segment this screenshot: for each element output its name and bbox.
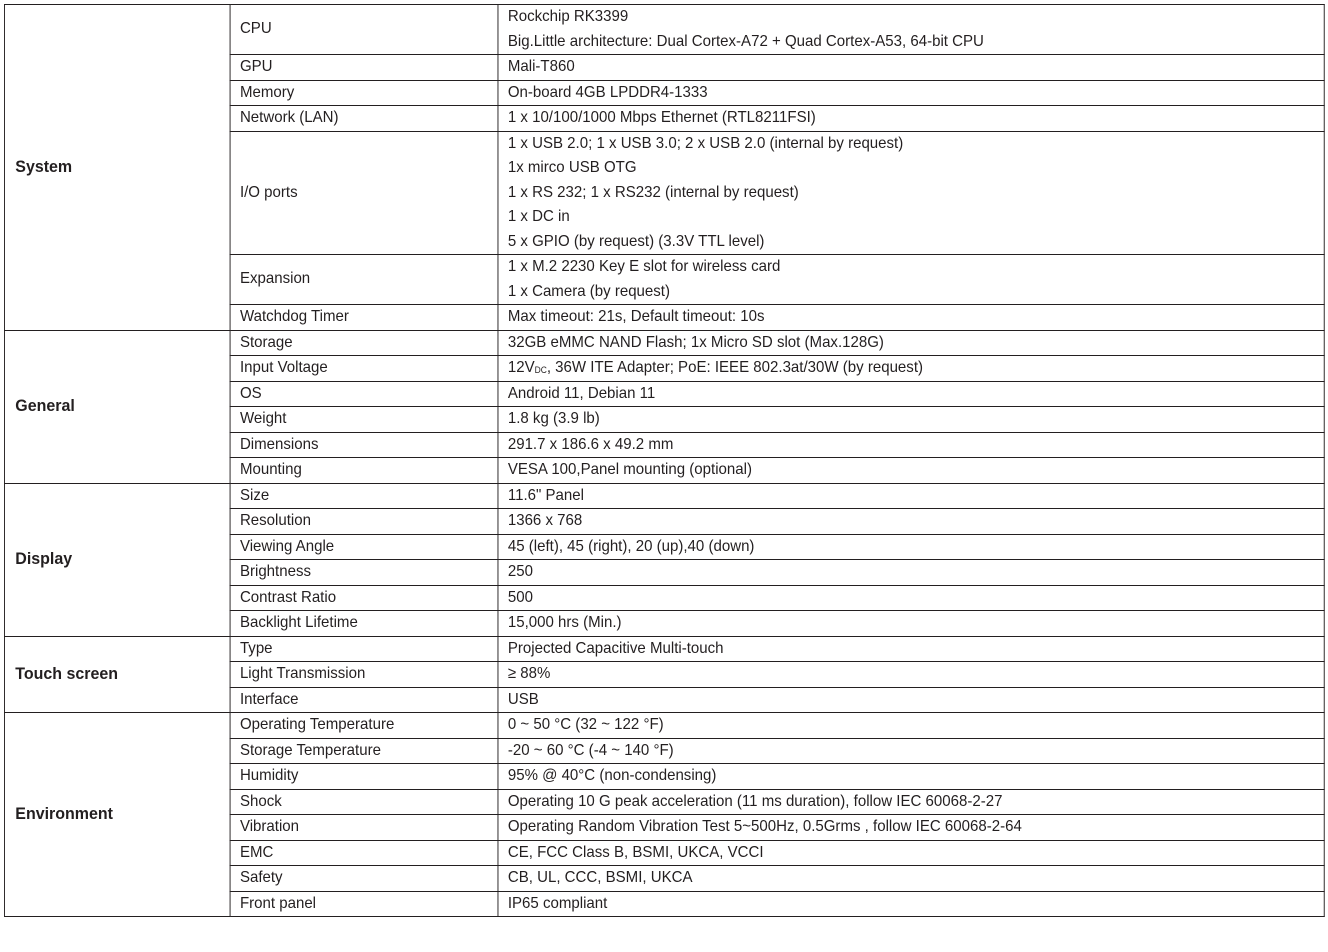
- spec-label-humidity: Humidity: [230, 764, 498, 790]
- spec-label-mounting: Mounting: [230, 458, 498, 484]
- spec-value-line: VESA 100,Panel mounting (optional): [507, 461, 752, 478]
- spec-value-line: -20 ~ 60 °C (-4 ~ 140 °F): [507, 741, 674, 759]
- spec-value-line: 45 (left), 45 (right), 20 (up),40 (down): [507, 537, 755, 555]
- spec-label-light-transmission: Light Transmission: [230, 662, 498, 688]
- spec-value-line: 1 x DC in: [507, 208, 570, 225]
- spec-value-input-voltage: [498, 356, 1324, 382]
- spec-value-expansion: [498, 255, 1324, 305]
- category-environment: Environment: [4, 713, 230, 917]
- spec-value-line: CE, FCC Class B, BSMI, UKCA, VCCI: [507, 843, 764, 861]
- spec-value-vibration: [498, 815, 1324, 841]
- spec-label-i-o-ports: I/O ports: [230, 131, 498, 255]
- spec-value-os: [498, 381, 1324, 407]
- spec-value-contrast-ratio: [498, 585, 1324, 611]
- spec-value-size: [498, 483, 1324, 509]
- spec-value-memory: [498, 80, 1324, 106]
- spec-label-interface: Interface: [230, 687, 498, 713]
- spec-value-line: 1 x RS 232; 1 x RS232 (internal by request): [507, 183, 799, 201]
- spec-value-line: 1 x Camera (by request): [507, 282, 671, 300]
- spec-label-size: Size: [230, 483, 498, 509]
- spec-table-body: [4, 5, 1324, 917]
- spec-value-emc: [498, 840, 1324, 866]
- spec-label-input-voltage: Input Voltage: [230, 356, 498, 382]
- spec-value-line: 1 x M.2 2230 Key E slot for wireless card: [507, 258, 781, 275]
- spec-label-safety: Safety: [230, 866, 498, 892]
- spec-label-expansion: Expansion: [230, 255, 498, 305]
- spec-label-dimensions: Dimensions: [230, 432, 498, 458]
- spec-label-storage-temperature: Storage Temperature: [230, 738, 498, 764]
- spec-value-interface: [498, 687, 1324, 713]
- spec-label-viewing-angle: Viewing Angle: [230, 534, 498, 560]
- spec-label-type: Type: [230, 636, 498, 662]
- spec-label-watchdog-timer: Watchdog Timer: [230, 305, 498, 331]
- spec-value-line: 1.8 kg (3.9 lb): [507, 410, 600, 427]
- spec-value-line: 500: [507, 588, 533, 606]
- spec-value-line: Operating Random Vibration Test 5~500Hz, 0.5Grms , follow IEC 60068-2-64: [507, 818, 1022, 835]
- spec-value-humidity: [498, 764, 1324, 790]
- spec-value-line: Rockchip RK3399: [507, 8, 629, 25]
- spec-value-resolution: [498, 509, 1324, 535]
- spec-value-line: Big.Little architecture: Dual Cortex-A72 + Quad Cortex-A53, 64-bit CPU: [507, 32, 984, 50]
- spec-label-memory: Memory: [230, 80, 498, 106]
- spec-value-line: 250: [507, 563, 533, 580]
- spec-label-vibration: Vibration: [230, 815, 498, 841]
- spec-value-shock: [498, 789, 1324, 815]
- voltage-suffix: , 36W ITE Adapter; PoE: IEEE 802.3at/30W (by request): [546, 359, 924, 376]
- spec-value-cpu: [498, 5, 1324, 55]
- spec-label-os: OS: [230, 381, 498, 407]
- spec-value-line: 95% @ 40°C (non-condensing): [507, 767, 717, 784]
- spec-value-line: 1366 x 768: [507, 512, 583, 529]
- spec-value-line: Projected Capacitive Multi-touch: [507, 639, 724, 657]
- spec-value-light-transmission: [498, 662, 1324, 688]
- spec-value-backlight-lifetime: [498, 611, 1324, 637]
- category-general: General: [4, 330, 230, 483]
- spec-value-mounting: [498, 458, 1324, 484]
- spec-value-i-o-ports: [498, 131, 1324, 255]
- spec-value-operating-temperature: [498, 713, 1324, 739]
- spec-label-operating-temperature: Operating Temperature: [230, 713, 498, 739]
- spec-value-line: 15,000 hrs (Min.): [507, 614, 622, 631]
- table-row: [4, 483, 1324, 509]
- spec-value-brightness: [498, 560, 1324, 586]
- category-display: Display: [4, 483, 230, 636]
- spec-label-cpu: CPU: [230, 5, 498, 55]
- spec-value-front-panel: [498, 891, 1324, 917]
- table-row: [4, 636, 1324, 662]
- spec-label-backlight-lifetime: Backlight Lifetime: [230, 611, 498, 637]
- spec-value-line: Max timeout: 21s, Default timeout: 10s: [507, 308, 765, 325]
- spec-label-weight: Weight: [230, 407, 498, 433]
- spec-value-line: 32GB eMMC NAND Flash; 1x Micro SD slot (Max.128G): [507, 333, 884, 351]
- spec-label-shock: Shock: [230, 789, 498, 815]
- spec-value-line: 291.7 x 186.6 x 49.2 mm: [507, 435, 674, 453]
- category-touch-screen: Touch screen: [4, 636, 230, 713]
- voltage-prefix: 12V: [507, 359, 535, 376]
- spec-label-gpu: GPU: [230, 55, 498, 81]
- spec-value-line: Operating 10 G peak acceleration (11 ms duration), follow IEC 60068-2-27: [507, 792, 1003, 810]
- category-system: System: [4, 5, 230, 331]
- spec-value-line: 11.6" Panel: [507, 486, 584, 504]
- spec-value-watchdog-timer: [498, 305, 1324, 331]
- voltage-subscript: DC: [534, 365, 547, 375]
- spec-value-storage: [498, 330, 1324, 356]
- table-row: [4, 713, 1324, 739]
- spec-value-line: USB: [507, 690, 539, 708]
- table-row: [4, 330, 1324, 356]
- spec-value-safety: [498, 866, 1324, 892]
- spec-value-line: Android 11, Debian 11: [507, 384, 656, 402]
- spec-value-type: [498, 636, 1324, 662]
- spec-label-contrast-ratio: Contrast Ratio: [230, 585, 498, 611]
- spec-value-line: IP65 compliant: [507, 894, 608, 912]
- spec-value-weight: [498, 407, 1324, 433]
- spec-value-line: Mali-T860: [507, 58, 575, 75]
- table-row: [4, 5, 1324, 55]
- spec-label-emc: EMC: [230, 840, 498, 866]
- spec-value-dimensions: [498, 432, 1324, 458]
- spec-label-resolution: Resolution: [230, 509, 498, 535]
- spec-label-network-lan: Network (LAN): [230, 106, 498, 132]
- spec-value-line: ≥ 88%: [507, 665, 551, 682]
- spec-table: [4, 4, 1325, 917]
- spec-value-line: 0 ~ 50 °C (32 ~ 122 °F): [507, 716, 664, 733]
- spec-value-line: 5 x GPIO (by request) (3.3V TTL level): [507, 232, 765, 250]
- spec-value-viewing-angle: [498, 534, 1324, 560]
- spec-value-gpu: [498, 55, 1324, 81]
- spec-value-line: 1x mirco USB OTG: [507, 159, 637, 176]
- spec-label-front-panel: Front panel: [230, 891, 498, 917]
- spec-value-line: 1 x USB 2.0; 1 x USB 3.0; 2 x USB 2.0 (internal by request): [507, 134, 904, 152]
- spec-value-storage-temperature: [498, 738, 1324, 764]
- spec-value-line: CB, UL, CCC, BSMI, UKCA: [507, 869, 693, 886]
- spec-label-storage: Storage: [230, 330, 498, 356]
- spec-value-line: On-board 4GB LPDDR4-1333: [507, 83, 708, 101]
- spec-label-brightness: Brightness: [230, 560, 498, 586]
- spec-value-line: 1 x 10/100/1000 Mbps Ethernet (RTL8211FSI): [507, 109, 816, 126]
- spec-value-network-lan: [498, 106, 1324, 132]
